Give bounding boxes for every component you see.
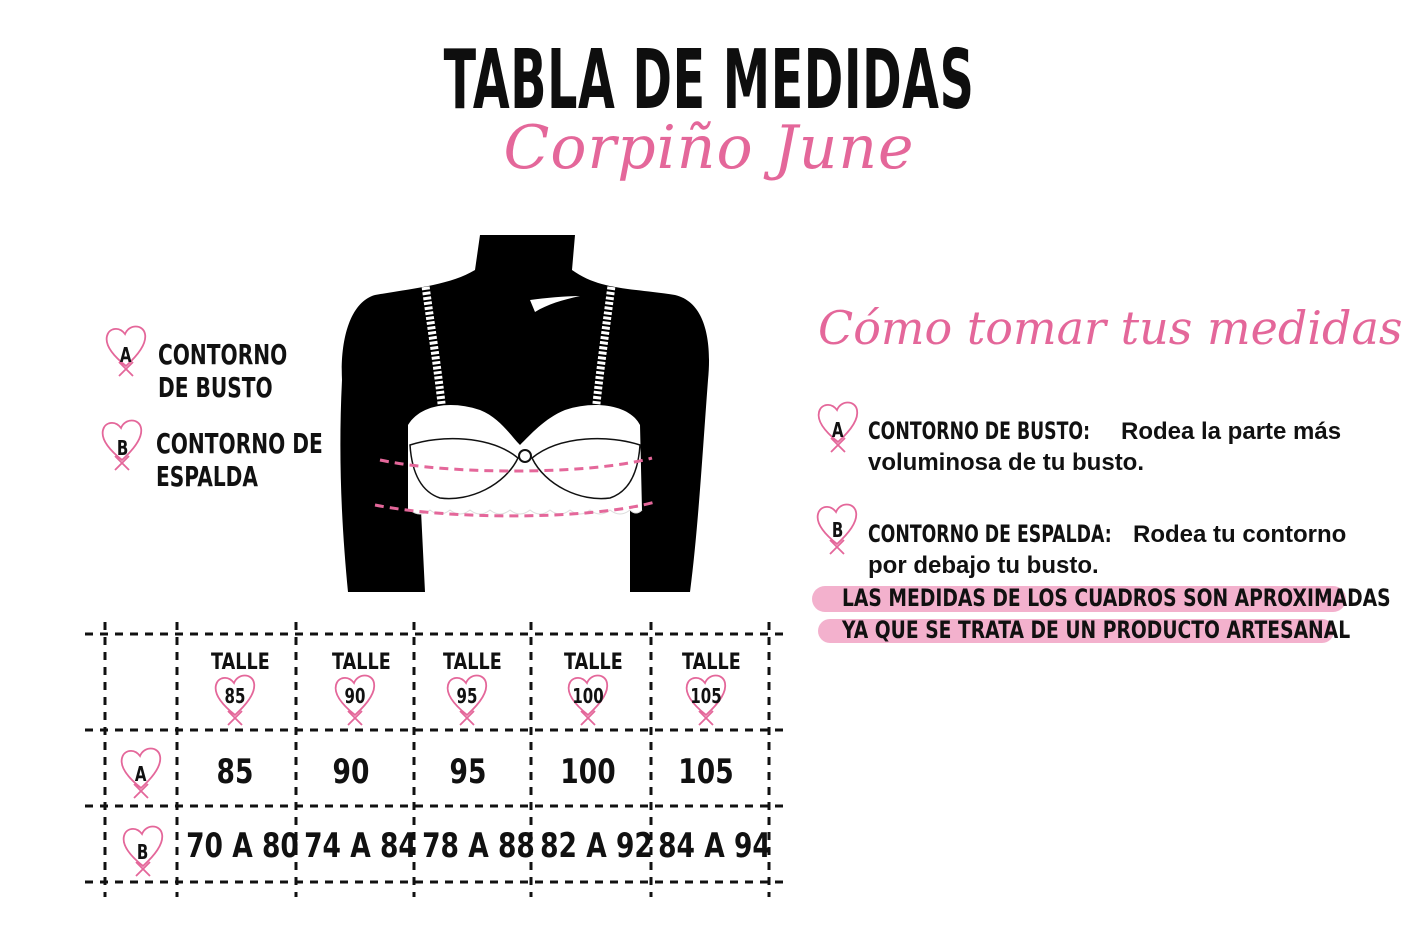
legend-a-letter: A bbox=[119, 343, 132, 367]
legend-a-label-line2: DE BUSTO bbox=[158, 371, 273, 404]
instruction-b-key: CONTORNO DE ESPALDA: bbox=[868, 520, 1112, 548]
size-label-105: 105 bbox=[690, 684, 722, 708]
approximate-note-line1: LAS MEDIDAS DE LOS CUADROS SON APROXIMADAS bbox=[842, 584, 1391, 612]
size-label-100: 100 bbox=[572, 684, 604, 708]
page-title: TABLA DE MEDIDAS bbox=[443, 33, 975, 128]
mannequin-bra-illustration bbox=[330, 230, 720, 600]
size-label-95: 95 bbox=[456, 684, 478, 708]
legend-b-label bbox=[156, 427, 323, 493]
table-header-talle-3: TALLE bbox=[443, 650, 502, 675]
legend-b-label-line2: ESPALDA bbox=[156, 460, 259, 493]
legend-a-label-line1: CONTORNO bbox=[158, 338, 288, 371]
row-b-cell-90: 74 A 84 bbox=[304, 826, 417, 866]
size-label-90: 90 bbox=[344, 684, 366, 708]
legend-a-label bbox=[158, 338, 287, 404]
legend-b-letter: B bbox=[116, 436, 129, 460]
instruction-b-letter: B bbox=[831, 518, 844, 542]
row-b-cell-95: 78 A 88 bbox=[422, 826, 535, 866]
instruction-a-desc-line2: voluminosa de tu busto. bbox=[868, 449, 1145, 476]
table-header-talle-2: TALLE bbox=[332, 650, 391, 675]
instruction-b bbox=[868, 519, 1348, 581]
row-a-letter: A bbox=[134, 762, 147, 786]
approximate-note-line2: YA QUE SE TRATA DE UN PRODUCTO ARTESANAL bbox=[842, 616, 1351, 644]
instruction-a-desc-line1: Rodea la parte más bbox=[1120, 418, 1342, 445]
row-a-cell-85: 85 bbox=[216, 752, 254, 792]
instruction-a-letter: A bbox=[831, 418, 844, 442]
table-header-talle-1: TALLE bbox=[211, 650, 270, 675]
row-a-cell-105: 105 bbox=[678, 752, 734, 792]
legend-b-label-line1: CONTORNO DE bbox=[156, 427, 323, 460]
row-b-cell-85: 70 A 80 bbox=[186, 826, 299, 866]
row-a-cell-90: 90 bbox=[332, 752, 370, 792]
row-b-letter: B bbox=[136, 840, 149, 864]
table-header-talle-5: TALLE bbox=[682, 650, 741, 675]
table-header-talle-4: TALLE bbox=[564, 650, 623, 675]
row-b-cell-100: 82 A 92 bbox=[540, 826, 653, 866]
size-label-85: 85 bbox=[224, 684, 246, 708]
instruction-b-desc-line1: Rodea tu contorno bbox=[1133, 521, 1347, 548]
row-a-cell-95: 95 bbox=[449, 752, 487, 792]
instruction-a bbox=[868, 416, 1348, 478]
instructions-heading: Cómo tomar tus medidas bbox=[818, 301, 1403, 355]
instruction-a-key: CONTORNO DE BUSTO: bbox=[868, 417, 1090, 445]
product-subtitle: Corpiño June bbox=[503, 113, 915, 183]
instruction-b-desc-line2: por debajo tu busto. bbox=[868, 552, 1099, 579]
row-b-cell-105: 84 A 94 bbox=[658, 826, 771, 866]
row-a-cell-100: 100 bbox=[560, 752, 616, 792]
